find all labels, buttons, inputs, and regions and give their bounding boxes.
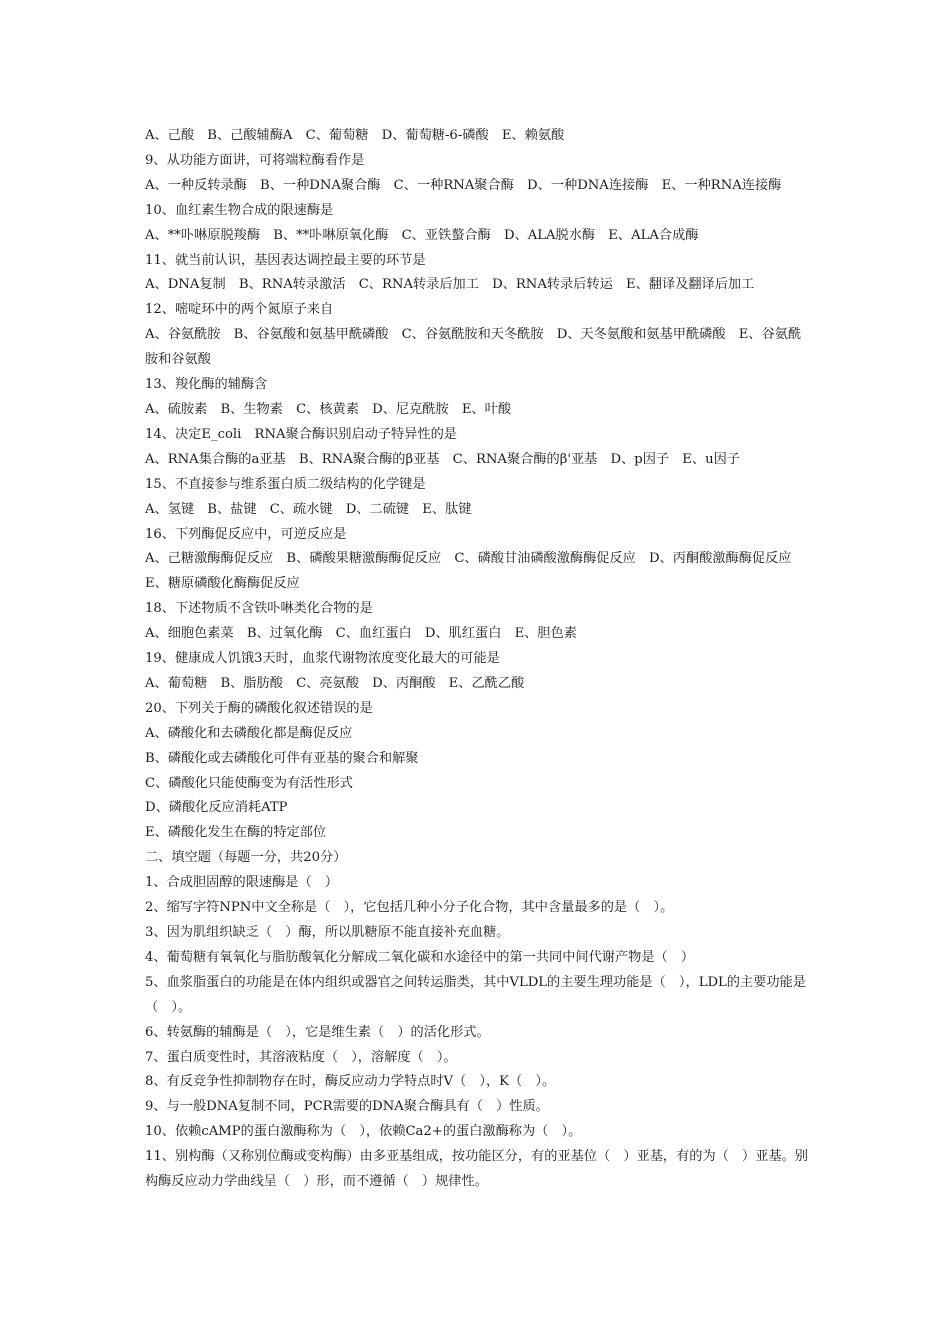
q20-stem: 20、下列关于酶的磷酸化叙述错误的是: [145, 700, 373, 716]
q20-option-c: C、磷酸化只能使酶变为有活性形式: [145, 775, 353, 791]
q18-stem: 18、下述物质不含铁卟啉类化合物的是: [145, 601, 373, 617]
q13-options: A、硫胺素 B、生物素 C、核黄素 D、尼克酰胺 E、叶酸: [145, 401, 512, 417]
q20-option-e: E、磷酸化发生在酶的特定部位: [145, 825, 327, 841]
fill-q1: 1、合成胆固醇的限速酶是（ ）: [145, 875, 339, 891]
q9-stem: 9、从功能方面讲，可将端粒酶看作是: [145, 152, 365, 168]
q12-stem: 12、嘧啶环中的两个氮原子来自: [145, 302, 334, 318]
section-heading-fill-in: 二、填空题（每题一分，共20分）: [145, 850, 347, 866]
fill-q11: 11、别构酶（又称别位酶或变构酶）由多亚基组成，按功能区分，有的亚基位（ ）亚基，有的为（ ）亚基。别构酶反应动力学曲线呈（ ）形，而不遵循（ ）规律性。: [145, 1149, 808, 1190]
document-page: [145, 124, 810, 1195]
q20-option-a: A、磷酸化和去磷酸化都是酶促反应: [145, 725, 353, 741]
q19-options: A、葡萄糖 B、脂肪酸 C、亮氨酸 D、丙酮酸 E、乙酰乙酸: [145, 675, 525, 691]
fill-q4: 4、葡萄糖有氧氧化与脂肪酸氧化分解成二氧化碳和水途径中的第一共同中间代谢产物是（ ）: [145, 949, 695, 965]
q10-stem: 10、血红素生物合成的限速酶是: [145, 202, 334, 218]
fill-q10: 10、依赖cAMP的蛋白激酶称为（ ），依赖Ca2+的蛋白激酶称为（ ）。: [145, 1124, 582, 1140]
q8-options: A、己酸 B、己酸辅酶A C、葡萄糖 D、葡萄糖-6-磷酸 E、赖氨酸: [145, 128, 565, 143]
q13-stem: 13、羧化酶的辅酶含: [145, 377, 268, 393]
q16-options: A、己糖激酶酶促反应 B、磷酸果糖激酶酶促反应 C、磷酸甘油磷酸激酶酶促反应 D、丙酮酸激酶酶促反应 E、糖原磷酸化酶酶促反应: [145, 551, 805, 592]
q12-options: A、谷氨酰胺 B、谷氨酸和氨基甲酰磷酸 C、谷氨酰胺和天冬酰胺 D、天冬氨酸和氨基甲酰磷酸 E、谷氨酰胺和谷氨酸: [145, 327, 802, 368]
q10-options: A、**卟啉原脱羧酶 B、**卟啉原氧化酶 C、亚铁螯合酶 D、ALA脱水酶 E、ALA合成酶: [145, 227, 699, 243]
q15-stem: 15、不直接参与维系蛋白质二级结构的化学键是: [145, 476, 426, 492]
fill-q2: 2、缩写字符NPN中文全称是（ ），它包括几种小分子化合物，其中含量最多的是（ ）。: [145, 900, 674, 916]
q15-options: A、氢键 B、盐键 C、疏水键 D、二硫键 E、肽键: [145, 501, 472, 517]
fill-q6: 6、转氨酶的辅酶是（ ），它是维生素（ ）的活化形式。: [145, 1024, 490, 1040]
q20-option-b: B、磷酸化或去磷酸化可伴有亚基的聚合和解聚: [145, 750, 419, 766]
fill-q8: 8、有反竞争性抑制物存在时，酶反应动力学特点时V（ ），K（ ）。: [145, 1074, 556, 1090]
fill-q5: 5、血浆脂蛋白的功能是在体内组织或器官之间转运脂类，其中VLDL的主要生理功能是（ ），LDL的主要功能是（ ）。: [145, 974, 806, 1015]
q16-stem: 16、下列酶促反应中，可逆反应是: [145, 526, 347, 542]
fill-q3: 3、因为肌组织缺乏（ ）酶，所以肌糖原不能直接补充血糖。: [145, 925, 510, 940]
q14-stem: 14、决定E_coli RNA聚合酶识别启动子特异性的是: [145, 426, 457, 442]
q11-options: A、DNA复制 B、RNA转录激活 C、RNA转录后加工 D、RNA转录后转运 E、翻译及翻译后加工: [145, 277, 755, 293]
q19-stem: 19、健康成人饥饿3天时，血浆代谢物浓度变化最大的可能是: [145, 651, 500, 667]
q20-option-d: D、磷酸化反应消耗ATP: [145, 800, 288, 816]
q18-options: A、细胞色素菜 B、过氧化酶 C、血红蛋白 D、肌红蛋白 E、胆色素: [145, 626, 577, 642]
q14-options: A、RNA集合酶的a亚基 B、RNA聚合酶的β亚基 C、RNA聚合酶的β'亚基 D、p因子 E、u因子: [145, 451, 740, 467]
fill-q7: 7、蛋白质变性时，其溶液粘度（ ），溶解度（ ）。: [145, 1049, 457, 1065]
q9-options: A、一种反转录酶 B、一种DNA聚合酶 C、一种RNA聚合酶 D、一种DNA连接酶 E、一种RNA连接酶: [145, 177, 782, 193]
q11-stem: 11、就当前认识，基因表达调控最主要的环节是: [145, 252, 426, 268]
fill-q9: 9、与一般DNA复制不同，PCR需要的DNA聚合酶具有（ ）性质。: [145, 1099, 549, 1115]
